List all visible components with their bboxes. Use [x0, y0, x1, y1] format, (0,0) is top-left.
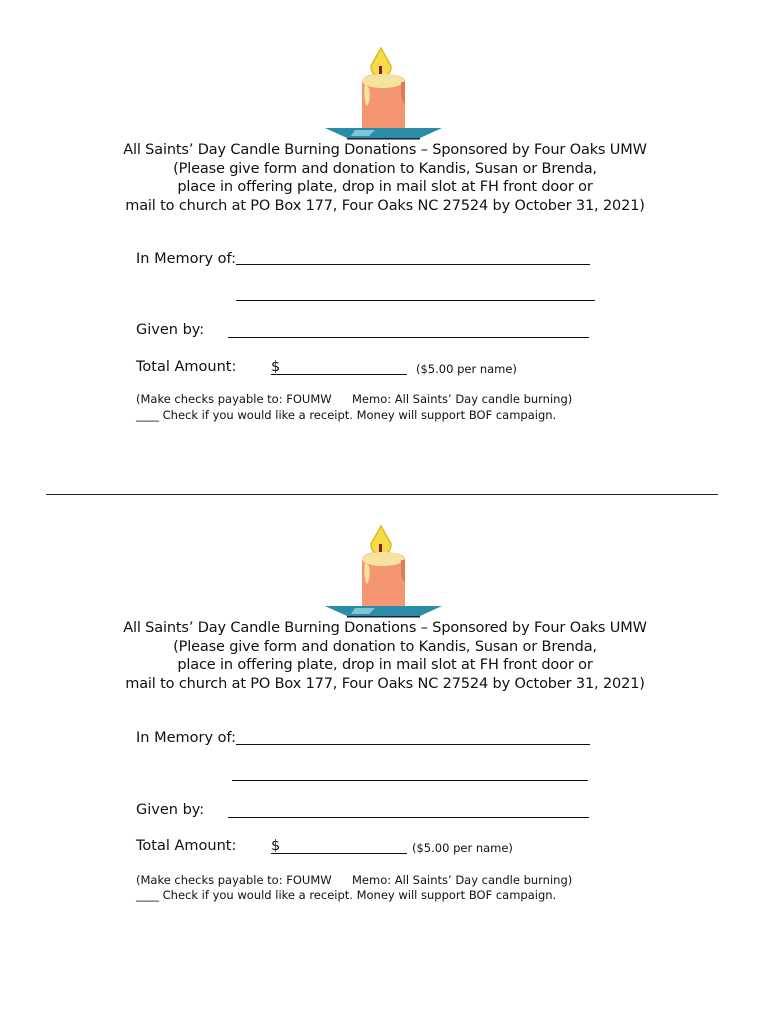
heading-line-3: place in offering plate, drop in mail slot at FH front door or — [177, 657, 593, 673]
form-heading — [60, 619, 710, 693]
heading-line-4: mail to church at PO Box 177, Four Oaks NC 27524 by October 31, 2021) — [125, 197, 645, 214]
memo-note: Memo: All Saints’ Day candle burning) — [352, 392, 573, 406]
candle-icon — [325, 522, 445, 622]
heading-line-2: (Please give form and donation to Kandis, Susan or Brenda, — [173, 160, 597, 177]
in-memory-label: In Memory of: — [136, 730, 236, 746]
total-amount-label: Total Amount: — [136, 359, 237, 375]
in-memory-label: In Memory of: — [136, 251, 236, 267]
heading-line-4: mail to church at PO Box 177, Four Oaks NC 27524 by October 31, 2021) — [125, 675, 645, 692]
in-memory-field[interactable] — [236, 264, 590, 265]
receipt-checkbox[interactable]: ____ Check if you would like a receipt. Money will support BOF campaign. — [136, 888, 557, 902]
in-memory-field-2[interactable] — [236, 300, 595, 301]
memo-note: Memo: All Saints’ Day candle burning) — [352, 873, 573, 887]
dollar-sign: $ — [271, 838, 281, 854]
per-name-note: ($5.00 per name) — [412, 841, 513, 855]
donation-form-top — [0, 0, 770, 470]
payable-note: (Make checks payable to: FOUMW — [136, 392, 332, 406]
dollar-sign: $ — [271, 359, 281, 375]
total-amount-field[interactable] — [271, 853, 407, 854]
in-memory-field[interactable] — [236, 744, 590, 745]
total-amount-label: Total Amount: — [136, 838, 237, 854]
payable-note: (Make checks payable to: FOUMW — [136, 873, 332, 887]
in-memory-field-2[interactable] — [232, 780, 588, 781]
given-by-field[interactable] — [228, 817, 589, 818]
per-name-note: ($5.00 per name) — [416, 362, 517, 376]
receipt-checkbox[interactable]: ____ Check if you would like a receipt. Money will support BOF campaign. — [136, 408, 557, 422]
given-by-label: Given by: — [136, 802, 205, 818]
heading-line-3: place in offering plate, drop in mail slot at FH front door or — [177, 179, 593, 195]
total-amount-field[interactable] — [271, 374, 407, 375]
donation-form-bottom — [0, 478, 770, 948]
heading-line-1: All Saints’ Day Candle Burning Donations – Sponsored by Four Oaks UMW — [123, 142, 647, 158]
heading-line-1: All Saints’ Day Candle Burning Donations – Sponsored by Four Oaks UMW — [123, 620, 647, 636]
given-by-field[interactable] — [228, 337, 589, 338]
form-heading — [60, 141, 710, 215]
given-by-label: Given by: — [136, 322, 205, 338]
heading-line-2: (Please give form and donation to Kandis, Susan or Brenda, — [173, 638, 597, 655]
candle-icon — [325, 44, 445, 144]
